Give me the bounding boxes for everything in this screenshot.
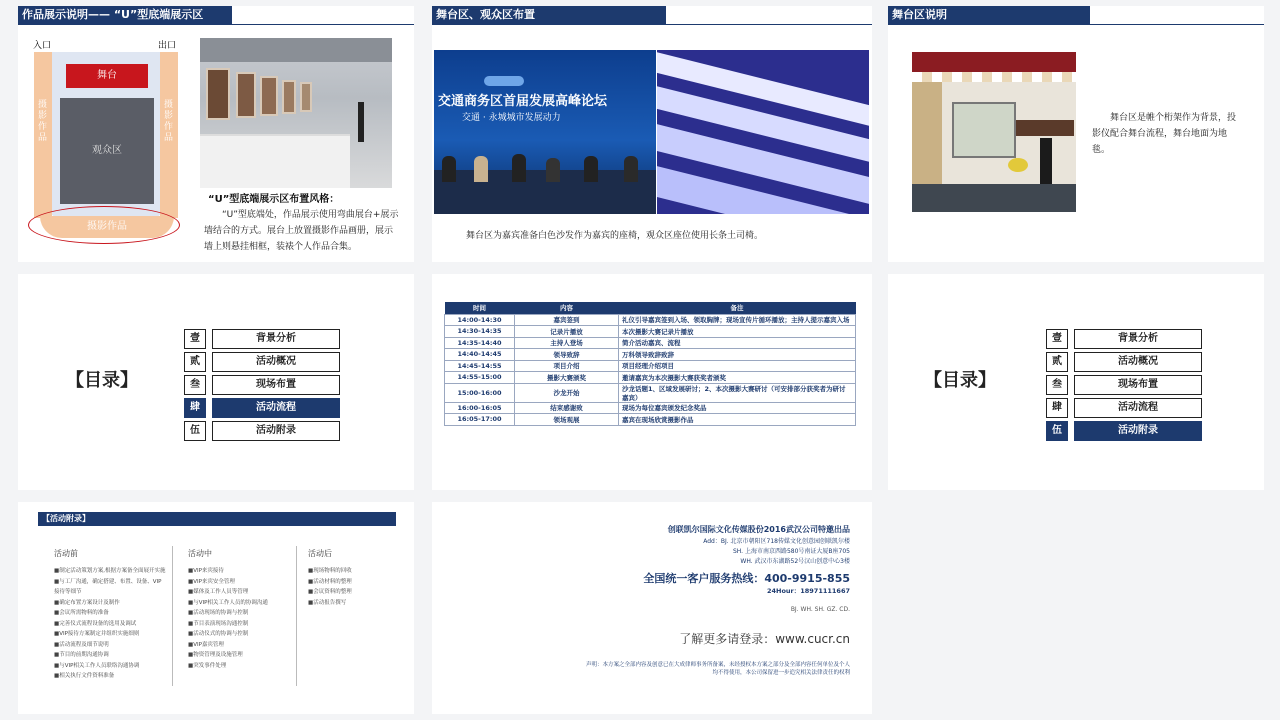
during-list <box>188 566 292 671</box>
note-cell: 礼仪引导嘉宾签到入场、领取胸牌；现场宣传片循环播放；主持人提示嘉宾入场 <box>619 314 856 326</box>
highlight-ellipse <box>28 206 180 244</box>
list-item: ■确定布置方案设计及制作 <box>54 599 120 606</box>
list-item: ■会议所需物料的准备 <box>54 610 109 616</box>
note-cell: 项目经理介绍项目 <box>619 360 856 372</box>
col-content: 内容 <box>515 302 619 314</box>
stage-description: 舞台区是帷个桁架作为背景，投影仪配合舞台流程，舞台地面为地毯。 <box>1092 113 1237 155</box>
right-photo-wall: 摄影作品 <box>160 52 178 218</box>
note-cell: 邀请嘉宾为本次摄影大赛获奖者颁奖 <box>619 372 856 384</box>
company-line: 创联凯尔国际文化传媒股份2016武汉公司特邀出品 <box>667 525 850 534</box>
content-cell: 沙龙开始 <box>515 383 619 402</box>
contact-slide <box>432 502 872 714</box>
col-note: 备注 <box>619 302 856 314</box>
exit-label: 出口 <box>158 41 177 51</box>
floor-plan <box>18 36 198 246</box>
list-item: ■完善仪式流程设备的选用及调试 <box>54 620 137 627</box>
address-wh: WH. 武汉市东湖路52号汉山创意中心3楼 <box>740 558 850 565</box>
time-cell: 16:00-16:05 <box>445 402 515 414</box>
city-list: BJ. WH. SH. GZ. CD. <box>790 606 850 613</box>
list-item: ■VIP来宾安全管理 <box>188 578 235 585</box>
list-item: ■活动现场的协调与控制 <box>188 610 249 616</box>
address-bj: Add：BJ. 北京市朝阳区718传媒文化创意园创联凯尔楼 <box>703 538 850 545</box>
list-item: ■与VIP相关工作人员联络沟通协调 <box>54 662 140 669</box>
website-link[interactable]: 了解更多请登录：www.cucr.cn <box>679 632 850 646</box>
gallery-photo <box>200 38 392 188</box>
table-row <box>445 314 856 326</box>
disclaimer-2: 均不得使用，本公司保留进一步追究相关法律责任的权利 <box>712 670 850 676</box>
list-item: ■与工厂沟通，确定搭建、布置、设备、VIP接待等细节 <box>54 578 162 595</box>
banner-title: 交通商务区首届发展高峰论坛 <box>438 94 608 109</box>
list-item: ■相关执行文件资料准备 <box>54 673 115 679</box>
time-cell: 15:00-16:00 <box>445 383 515 402</box>
list-item: ■与VIP相关工作人员的协调沟通 <box>188 599 268 606</box>
slide-header: 作品展示说明—— “U”型底端展示区 <box>18 6 232 24</box>
entrance-label: 入口 <box>33 41 52 51</box>
time-cell: 14:45-14:55 <box>445 360 515 372</box>
stage-block: 舞台 <box>66 64 148 88</box>
content-cell: 主持人登场 <box>515 337 619 349</box>
note-cell: 本次摄影大赛记录片播放 <box>619 326 856 338</box>
hotline: 全国统一客户服务热线：400-9915-855 <box>643 572 850 585</box>
list-item: ■节目表演现场沟通控制 <box>188 620 249 627</box>
appendix-header: 【活动附录】 <box>38 512 396 526</box>
time-cell: 14:30-14:35 <box>445 326 515 338</box>
list-item: ■制定活动策划方案,根据方案备全面展开实施 <box>54 568 166 574</box>
style-title: “U”型底端展示区布置风格： <box>208 194 340 205</box>
content-cell: 摄影大赛颁奖 <box>515 372 619 384</box>
speaker-photo <box>912 52 1076 212</box>
lit-bench-photo <box>657 50 869 214</box>
content-cell: 记录片播放 <box>515 326 619 338</box>
forum-stage-photo <box>434 50 656 214</box>
table-row <box>445 337 856 349</box>
time-cell: 16:05-17:00 <box>445 414 515 426</box>
table-row <box>445 326 856 338</box>
list-item: ■活动流程及细节说明 <box>54 641 109 648</box>
table-row <box>445 360 856 372</box>
hotline-24h: 24Hour：18971111667 <box>766 587 850 595</box>
time-cell: 14:40-14:45 <box>445 349 515 361</box>
schedule-table <box>444 302 856 426</box>
content-cell: 领场观展 <box>515 414 619 426</box>
note-cell: 现场为每位嘉宾颁发纪念奖品 <box>619 402 856 414</box>
content-cell: 结束感谢致 <box>515 402 619 414</box>
list-item: ■媒体及工作人员等管理 <box>188 589 249 595</box>
time-cell: 14:55-15:00 <box>445 372 515 384</box>
style-body: “U”型底端处，作品展示使用弯曲展台+展示墙结合的方式。展台上放置摄影作品画册，展示墙上则悬挂相框，装裱个人作品合集。 <box>204 210 399 252</box>
table-header-row <box>445 302 856 314</box>
before-list <box>54 566 166 682</box>
content-cell: 嘉宾签到 <box>515 314 619 326</box>
before-title: 活动前 <box>54 549 78 558</box>
list-item: ■物资管理及设施管理 <box>188 652 243 658</box>
slide-header: 舞台区说明 <box>888 6 1090 24</box>
list-item: ■节目的前期沟通协调 <box>54 652 109 658</box>
banner-subtitle: 交通 · 永城城市发展动力 <box>462 113 561 123</box>
table-row <box>445 383 856 402</box>
divider <box>296 546 297 686</box>
time-cell: 14:00-14:30 <box>445 314 515 326</box>
audience-block: 观众区 <box>60 98 154 204</box>
list-item: ■VIP来宾接待 <box>188 568 224 574</box>
appendix-slide <box>18 502 414 714</box>
left-photo-wall: 摄影作品 <box>34 52 52 218</box>
col-time: 时间 <box>445 302 515 314</box>
header-rule <box>18 24 414 25</box>
during-title: 活动中 <box>188 549 212 558</box>
note-cell: 沙龙话题1、区域发展研讨；2、本次摄影大赛研讨（可安排部分获奖者为研讨嘉宾） <box>619 383 856 402</box>
toc-slide-right: 【目录】 壹 背景分析 贰 活动概况 叁 现场布置 肆 活动流程 伍 活动附录 <box>888 274 1264 490</box>
divider <box>172 546 173 686</box>
after-title: 活动后 <box>308 549 332 558</box>
toc-slide-left: 【目录】 壹 背景分析 贰 活动概况 叁 现场布置 肆 活动流程 伍 活动附录 <box>18 274 414 490</box>
list-item: ■活动仪式的协调与控制 <box>188 631 249 637</box>
list-item: ■活动材料的整理 <box>308 578 352 585</box>
table-row <box>445 414 856 426</box>
list-item: ■VIP接待方案制定并组织实施细则 <box>54 631 140 637</box>
table-row <box>445 402 856 414</box>
table-row <box>445 372 856 384</box>
time-cell: 14:35-14:40 <box>445 337 515 349</box>
note-cell: 简介活动嘉宾、流程 <box>619 337 856 349</box>
table-row <box>445 349 856 361</box>
address-sh: SH. 上海市南京西路580号南证大厦B座705 <box>732 548 850 555</box>
list-item: ■活动报告撰写 <box>308 599 347 606</box>
slide-stage-description <box>888 6 1264 262</box>
list-item: ■VIP嘉宾管理 <box>188 641 224 648</box>
list-item: ■会议资料的整理 <box>308 589 352 595</box>
stage-caption: 舞台区为嘉宾准备白色沙发作为嘉宾的座椅，观众区座位使用长条土司椅。 <box>466 231 764 241</box>
slide-u-shape <box>18 6 414 262</box>
slide-header: 舞台区、观众区布置 <box>432 6 666 24</box>
note-cell: 嘉宾在现场欣赏摄影作品 <box>619 414 856 426</box>
content-cell: 项目介绍 <box>515 360 619 372</box>
note-cell: 万科领导致辞致辞 <box>619 349 856 361</box>
toc-title: 【目录】 <box>66 370 138 391</box>
slide-stage-audience <box>432 6 872 262</box>
list-item: ■突发事件处理 <box>188 662 227 669</box>
disclaimer-1: 声明：本方案之全部内容及创意已在大成律师事务所备案，未经授权本方案之部分及全部内容任何单位及个人 <box>585 662 850 668</box>
schedule-slide <box>432 274 872 490</box>
toc-title: 【目录】 <box>924 370 996 391</box>
bottom-photo-wall: 摄影作品 <box>40 216 174 238</box>
list-item: ■现场物料的回收 <box>308 568 352 574</box>
after-list <box>308 566 404 608</box>
content-cell: 领导致辞 <box>515 349 619 361</box>
